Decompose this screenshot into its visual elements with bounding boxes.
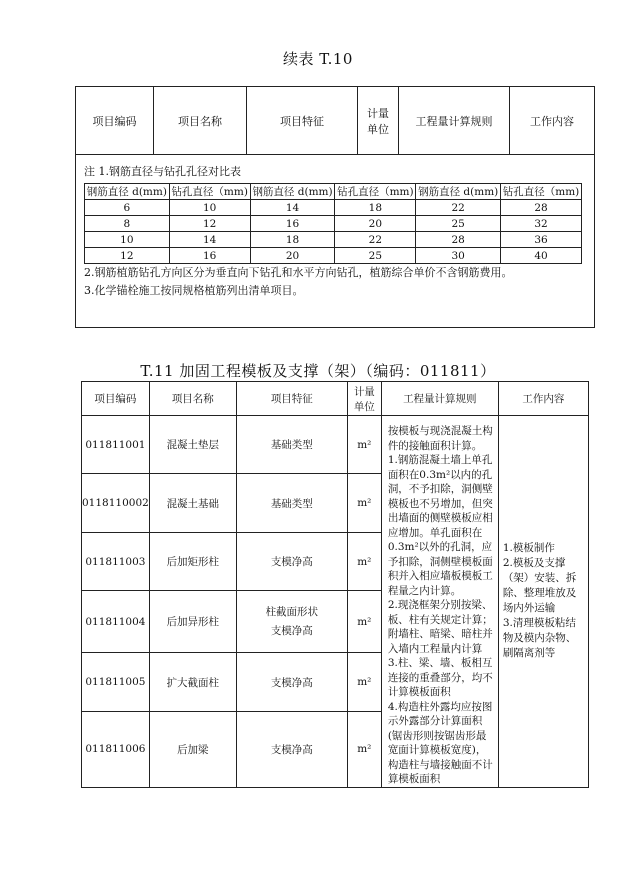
row-feature: 基础类型 <box>236 474 347 533</box>
note-3: 3.化学锚栓施工按同规格植筋列出清单项目。 <box>84 284 304 297</box>
row-name: 后加矩形柱 <box>149 533 236 591</box>
cell: 32 <box>501 216 582 232</box>
compare-row <box>85 248 582 264</box>
row-name: 混凝土基础 <box>149 474 236 533</box>
row-unit: m² <box>347 474 381 533</box>
row-name: 后加异形柱 <box>149 591 236 653</box>
cell: 6 <box>85 200 170 216</box>
compare-header: 钢筋直径 d(mm) <box>85 184 170 200</box>
row-unit: m² <box>347 591 381 653</box>
cell: 16 <box>250 216 335 232</box>
notes-cell <box>76 155 595 328</box>
cell: 22 <box>416 200 501 216</box>
cell: 10 <box>169 200 250 216</box>
header-rule: 工程量计算规则 <box>399 87 510 155</box>
cell: 18 <box>250 232 335 248</box>
table2 <box>81 381 589 788</box>
compare-header: 钢筋直径 d(mm) <box>250 184 335 200</box>
header-code: 项目编码 <box>76 87 154 155</box>
work-cell: 1.模板制作 2.模板及支撑（架）安装、拆除、整理堆放及场内外运输 3.清理模板粘结物及模内杂物、刷隔离剂等 <box>498 416 588 788</box>
table1 <box>75 86 595 328</box>
row-unit: m² <box>347 653 381 712</box>
header-feature: 项目特征 <box>247 87 358 155</box>
cell: 28 <box>501 200 582 216</box>
row-code: 011811003 <box>82 533 150 591</box>
cell: 16 <box>169 248 250 264</box>
note-2: 2.钢筋植筋钻孔方向区分为垂直向下钻孔和水平方向钻孔，植筋综合单价不含钢筋费用。 <box>84 266 513 279</box>
compare-row <box>85 200 582 216</box>
row-unit: m² <box>347 712 381 787</box>
row-code: 011811004 <box>82 591 150 653</box>
cell: 14 <box>250 200 335 216</box>
header-work: 工作内容 <box>498 382 588 416</box>
cell: 30 <box>416 248 501 264</box>
cell: 8 <box>85 216 170 232</box>
row-name: 混凝土垫层 <box>149 416 236 474</box>
cell: 18 <box>335 200 416 216</box>
header-name: 项目名称 <box>149 382 236 416</box>
table-row <box>82 416 589 474</box>
cell: 36 <box>501 232 582 248</box>
rules-cell: 按模板与现浇混凝土构件的接触面积计算。 1.钢筋混凝土墙上单孔面积在0.3m²以内的孔洞，不予扣除，洞侧壁模板也不另增加，但突出墙面的侧壁模板应相应增加。单孔面积在0.3m²以外的孔洞，应予扣除，洞侧壁模板面积并入相应墙板模板工程量之内计算。 2.现浇框架分别按梁、板、柱有关规定计算；附墙柱、暗梁、暗柱并入墙内工程量内计算 3.柱、梁、墙、板相互连接的重叠部分，均不计算模板面积 4.构造柱外露均应按图示外露部分计算面积(锯齿形则按锯齿形最宽面计算模板宽度)，构造柱与墙接触面不计算模板面积 <box>381 416 498 788</box>
row-unit: m² <box>347 533 381 591</box>
compare-table <box>84 183 582 264</box>
cell: 20 <box>335 216 416 232</box>
header-unit: 计量 单位 <box>358 87 399 155</box>
note-1: 注 1.钢筋直径与钻孔孔径对比表 <box>84 165 241 178</box>
row-name: 后加梁 <box>149 712 236 787</box>
cell: 12 <box>169 216 250 232</box>
row-feature: 支模净高 <box>236 653 347 712</box>
table2-title: T.11 加固工程模板及支撑（架）（编码：011811） <box>140 362 496 380</box>
row-code: 011811001 <box>82 416 150 474</box>
cell: 22 <box>335 232 416 248</box>
header-unit: 计量 单位 <box>347 382 381 416</box>
row-name: 扩大截面柱 <box>149 653 236 712</box>
row-feature: 基础类型 <box>236 416 347 474</box>
cell: 40 <box>501 248 582 264</box>
header-rule: 工程量计算规则 <box>381 382 498 416</box>
row-code: 0118110002 <box>82 474 150 533</box>
header-feature: 项目特征 <box>236 382 347 416</box>
compare-row <box>85 232 582 248</box>
row-feature: 支模净高 <box>236 533 347 591</box>
compare-header: 钻孔直径（mm) <box>335 184 416 200</box>
row-unit: m² <box>347 416 381 474</box>
header-code: 项目编码 <box>82 382 150 416</box>
row-feature: 柱截面形状 支模净高 <box>236 591 347 653</box>
cell: 10 <box>85 232 170 248</box>
cell: 25 <box>416 216 501 232</box>
cell: 20 <box>250 248 335 264</box>
row-code: 011811005 <box>82 653 150 712</box>
row-code: 011811006 <box>82 712 150 787</box>
cell: 14 <box>169 232 250 248</box>
cell: 25 <box>335 248 416 264</box>
row-feature: 支模净高 <box>236 712 347 787</box>
header-name: 项目名称 <box>154 87 247 155</box>
table1-title: 续表 T.10 <box>283 50 353 68</box>
cell: 28 <box>416 232 501 248</box>
compare-header: 钻孔直径（mm) <box>169 184 250 200</box>
compare-row <box>85 216 582 232</box>
header-work: 工作内容 <box>510 87 595 155</box>
compare-header: 钻孔直径（mm) <box>501 184 582 200</box>
compare-header: 钢筋直径 d(mm) <box>416 184 501 200</box>
cell: 12 <box>85 248 170 264</box>
